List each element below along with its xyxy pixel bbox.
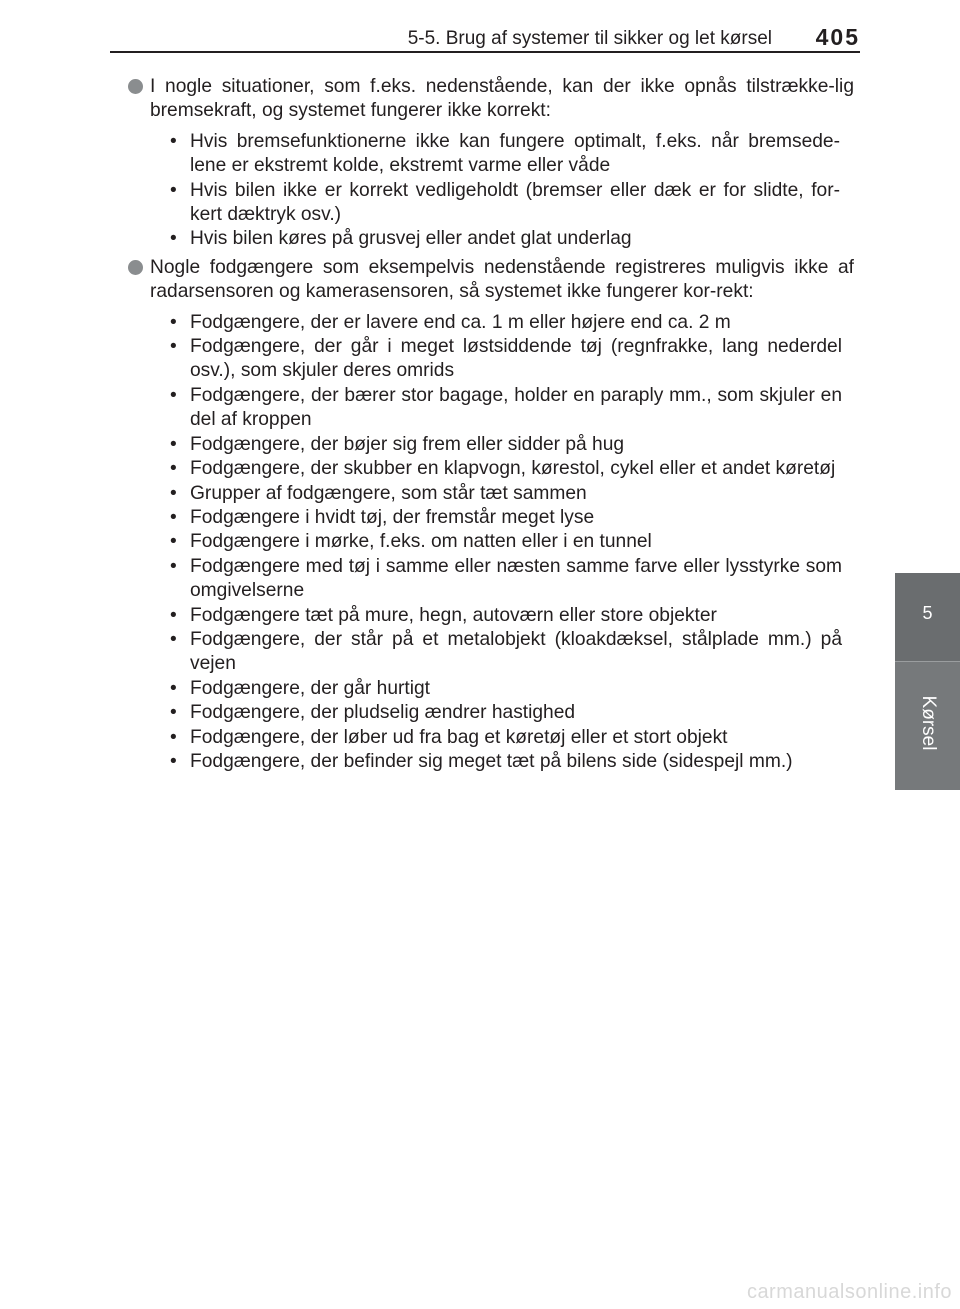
watermark: carmanualsonline.info [746,1281,952,1303]
chapter-tab [895,573,960,790]
list-item: • Grupper af fodgængere, som står tæt sammen [170,482,842,506]
list-item: • Fodgængere, der går hurtigt [170,677,842,701]
list-item: • Fodgængere, der bærer stor bagage, holder en paraply mm., som skjuler en del af kroppen [170,384,842,433]
page-header [110,0,860,52]
page-content [128,75,854,778]
chapter-tab-number-block [895,573,960,662]
list-item: • Fodgængere, der pludselig ændrer hastighed [170,701,842,725]
pedestrian-detection-paragraph [128,256,854,305]
list-item: • Fodgængere i mørke, f.eks. om natten eller i en tunnel [170,530,842,554]
list-item: • Fodgængere, der står på et metalobjekt (kloakdæksel, stålplade mm.) på vejen [170,628,842,677]
list-item: • Fodgængere, der bøjer sig frem eller sidder på hug [170,433,842,457]
chapter-number: 5 [922,603,933,623]
list-item: • Hvis bremsefunktionerne ikke kan fungere optimalt, f.eks. når bremsede-lene er ekstremt kolde, ekstremt varme eller våde [170,130,840,179]
list-item: • Fodgængere, der går i meget løstsiddende tøj (regnfrakke, lang nederdel osv.), som skjuler deres omrids [170,335,842,384]
list-item: • Fodgængere tæt på mure, hegn, autoværn eller store objekter [170,604,842,628]
list-item: • Fodgængere, der løber ud fra bag et køretøj eller et stort objekt [170,726,842,750]
header-divider [110,51,860,53]
pedestrian-conditions-list [128,311,854,775]
chapter-label: Kørsel [918,695,939,751]
list-item: • Fodgængere, der befinder sig meget tæt på bilens side (sidespejl mm.) [170,750,842,774]
list-item: • Hvis bilen ikke er korrekt vedligeholdt (bremser eller dæk er for slidte, for-kert dæktryk osv.) [170,179,840,228]
circle-bullet-icon [128,79,143,94]
list-item: • Fodgængere med tøj i samme eller næsten samme farve eller lysstyrke som omgivelserne [170,555,842,604]
list-item: • Fodgængere, der er lavere end ca. 1 m eller højere end ca. 2 m [170,311,842,335]
list-item: • Fodgængere i hvidt tøj, der fremstår meget lyse [170,506,842,530]
paragraph-text: I nogle situationer, som f.eks. nedenstående, kan der ikke opnås tilstrække-lig bremsekraft, og systemet fungerer ikke korrekt: [150,76,854,122]
circle-bullet-icon [128,260,143,275]
list-item: • Fodgængere, der skubber en klapvogn, kørestol, cykel eller et andet køretøj [170,457,842,481]
braking-conditions-paragraph [128,75,854,124]
paragraph-text: Nogle fodgængere som eksempelvis nedenstående registreres muligvis ikke af radarsensoren og kamerasensoren, så systemet ikke fungerer kor-rekt: [150,256,854,303]
braking-conditions-list [128,130,854,252]
list-item: • Hvis bilen køres på grusvej eller andet glat underlag [170,227,840,251]
page-number: 405 [815,24,860,50]
section-title: 5-5. Brug af systemer til sikker og let kørsel [407,28,772,49]
